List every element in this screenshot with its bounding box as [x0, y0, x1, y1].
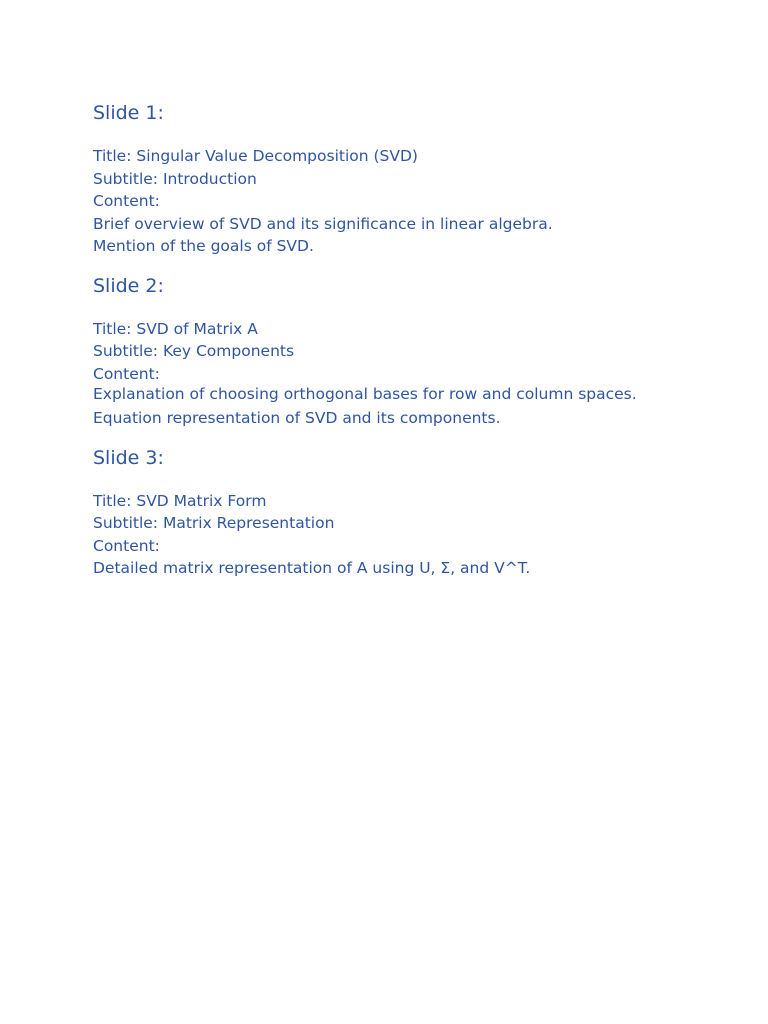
slide-1-subtitle: Subtitle: Introduction — [93, 169, 257, 188]
slide-2-point-2: Equation representation of SVD and its components. — [93, 409, 501, 427]
slide-2-heading: Slide 2: — [93, 274, 164, 297]
slide-1-title: Title: Singular Value Decomposition (SVD) — [93, 147, 418, 165]
document-body — [93, 99, 653, 594]
slide-1-point-1: Brief overview of SVD and its significance in linear algebra. — [93, 214, 553, 233]
slide-3-content-label: Content: — [93, 536, 160, 555]
slide-2-subtitle: Subtitle: Key Components — [93, 342, 295, 360]
slide-3-title: Title: SVD Matrix Form — [93, 491, 267, 510]
slide-2-point-1: Explanation of choosing orthogonal bases for row and column spaces. — [93, 385, 637, 403]
slide-2-content-label: Content: — [93, 364, 160, 383]
slide-1-point-2: Mention of the goals of SVD. — [93, 237, 314, 255]
slide-1-section — [93, 99, 653, 258]
slide-1-heading: Slide 1: — [93, 102, 164, 124]
slide-3-subtitle: Subtitle: Matrix Representation — [93, 514, 335, 532]
slide-2-section — [93, 272, 653, 430]
slide-3-point-1: Detailed matrix representation of A using U, Σ, and V^T. — [93, 559, 531, 577]
slide-1-content-label: Content: — [93, 192, 160, 210]
slide-2-title: Title: SVD of Matrix A — [93, 319, 258, 338]
slide-3-section — [93, 444, 653, 580]
slide-3-heading: Slide 3: — [93, 446, 164, 469]
